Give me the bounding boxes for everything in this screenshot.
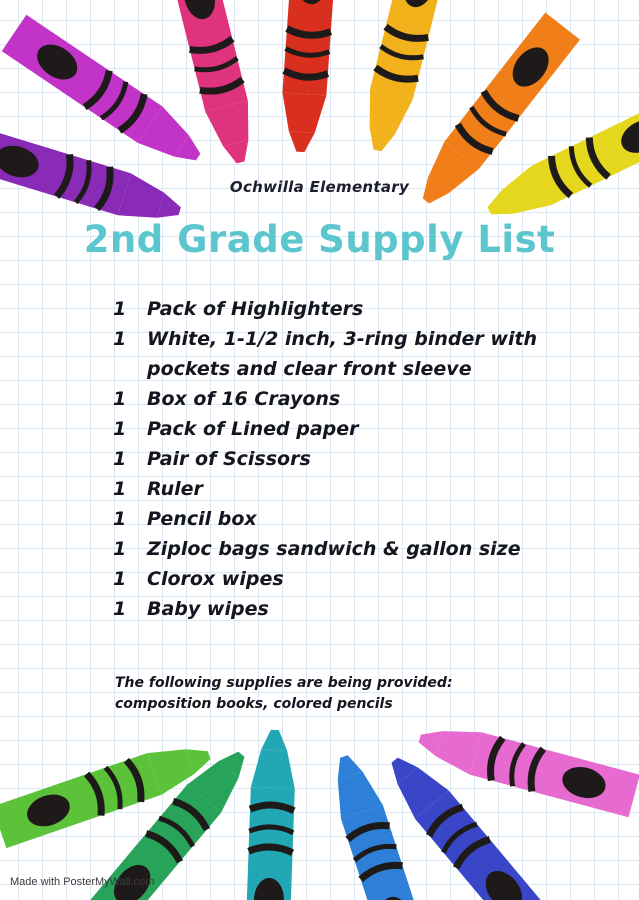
item-quantity: 1 [113,448,127,470]
provided-heading: The following supplies are being provided: [115,675,453,691]
item-name: White, 1-1/2 inch, 3-ring binder with pockets and clear front sleeve [147,328,538,380]
item-name: Pack of Lined paper [147,418,359,440]
list-item [113,594,553,624]
item-quantity: 1 [113,418,127,440]
item-name: Pencil box [147,508,257,530]
item-quantity: 1 [113,598,127,620]
list-item [113,324,553,384]
item-quantity: 1 [113,568,127,590]
crayon-top-red [278,0,337,153]
provided-note [115,673,535,715]
item-name: Ziploc bags sandwich & gallon size [147,538,521,560]
item-name: Box of 16 Crayons [147,388,341,410]
item-name: Pack of Highlighters [147,298,364,320]
list-item [113,294,553,324]
item-name: Baby wipes [147,598,269,620]
item-quantity: 1 [113,328,127,350]
item-name: Clorox wipes [147,568,284,590]
item-quantity: 1 [113,298,127,320]
list-item [113,444,553,474]
list-item [113,414,553,444]
page-title: 2nd Grade Supply List [83,218,556,261]
provided-items: composition books, colored pencils [115,696,393,712]
item-quantity: 1 [113,508,127,530]
supply-list [113,294,553,624]
item-quantity: 1 [113,538,127,560]
list-item [113,504,553,534]
list-item [113,534,553,564]
crayon-top-yellow [356,0,452,156]
list-item [113,474,553,504]
item-quantity: 1 [113,478,127,500]
watermark: Made with PosterMyWall.com [10,876,155,888]
item-name: Ruler [147,478,203,500]
list-item [113,564,553,594]
item-quantity: 1 [113,388,127,410]
crayon-bottom-teal [245,729,297,900]
school-name: Ochwilla Elementary [229,178,410,196]
item-name: Pair of Scissors [147,448,311,470]
list-item [113,384,553,414]
